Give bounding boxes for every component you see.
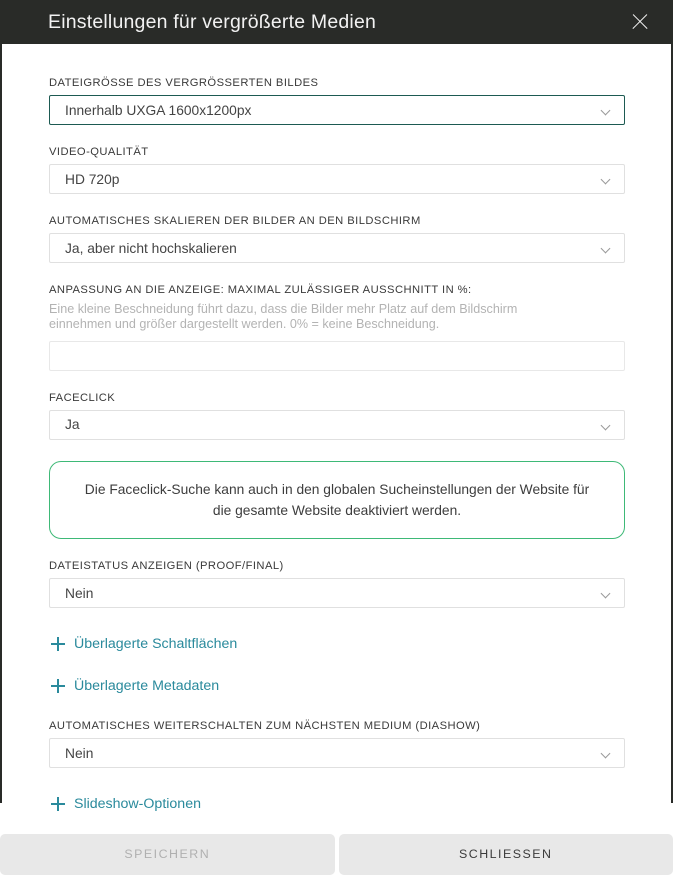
chevron-down-icon (602, 750, 610, 758)
chevron-down-icon (602, 422, 610, 430)
dialog-header (0, 0, 673, 44)
field-video-quality-label: VIDEO-QUALITÄT (49, 146, 624, 158)
page-title: Einstellungen für vergrößerte Medien (48, 11, 376, 34)
chevron-down-icon (602, 590, 610, 598)
expander-slideshow-options[interactable] (51, 796, 201, 812)
field-crop-help: Eine kleine Beschneidung führt dazu, dass die Bilder mehr Platz auf dem Bildschirm einnehmen und größer dargestellt werden. 0% = keine Beschneidung. (49, 302, 569, 333)
filestatus-select[interactable] (49, 578, 625, 608)
field-faceclick (49, 392, 624, 539)
chevron-down-icon (602, 176, 610, 184)
faceclick-select-value: Ja (50, 417, 80, 432)
expander-overlay-metadata-label: Überlagerte Metadaten (74, 678, 219, 694)
field-video-quality (49, 146, 624, 194)
autoadvance-select-value: Nein (50, 746, 93, 761)
field-crop-label: ANPASSUNG AN DIE ANZEIGE: MAXIMAL ZULÄSSIGER AUSSCHNITT IN %: (49, 284, 624, 296)
field-autoadvance (49, 720, 624, 768)
field-autoscale-label: AUTOMATISCHES SKALIEREN DER BILDER AN DEN BILDSCHIRM (49, 215, 624, 227)
close-button[interactable]: SCHLIESSEN (339, 834, 673, 875)
filesize-select-value: Innerhalb UXGA 1600x1200px (50, 103, 251, 118)
expander-slideshow-options-label: Slideshow-Optionen (74, 796, 201, 812)
save-button[interactable]: SPEICHERN (0, 834, 335, 875)
field-filesize-label: DATEIGRÖSSE DES VERGRÖSSERTEN BILDES (49, 77, 624, 89)
field-filesize (49, 77, 624, 125)
plus-icon (51, 637, 65, 651)
chevron-down-icon (602, 107, 610, 115)
video-quality-select-value: HD 720p (50, 172, 119, 187)
plus-icon (51, 679, 65, 693)
faceclick-notice: Die Faceclick-Suche kann auch in den globalen Sucheinstellungen der Website für die gesamte Website deaktiviert werden. (49, 461, 625, 539)
filesize-select[interactable] (49, 95, 625, 125)
expander-overlay-metadata[interactable] (51, 678, 219, 694)
video-quality-select[interactable] (49, 164, 625, 194)
spacer (49, 666, 624, 678)
autoscale-select[interactable] (49, 233, 625, 263)
field-filestatus (49, 560, 624, 608)
expander-overlay-buttons[interactable] (51, 636, 237, 652)
field-autoadvance-label: AUTOMATISCHES WEITERSCHALTEN ZUM NÄCHSTEN MEDIUM (DIASHOW) (49, 720, 624, 732)
field-filestatus-label: DATEISTATUS ANZEIGEN (PROOF/FINAL) (49, 560, 624, 572)
close-icon[interactable] (627, 9, 653, 35)
crop-input[interactable] (49, 341, 625, 371)
dialog-footer (0, 826, 673, 882)
spacer (49, 789, 624, 796)
chevron-down-icon (602, 245, 610, 253)
autoadvance-select[interactable] (49, 738, 625, 768)
faceclick-select[interactable] (49, 410, 625, 440)
autoscale-select-value: Ja, aber nicht hochskalieren (50, 241, 237, 256)
expander-overlay-buttons-label: Überlagerte Schaltflächen (74, 636, 237, 652)
filestatus-select-value: Nein (50, 586, 93, 601)
plus-icon (51, 797, 65, 811)
spacer (49, 708, 624, 720)
field-crop (49, 284, 624, 392)
dialog-body (2, 44, 671, 826)
field-faceclick-label: FACECLICK (49, 392, 624, 404)
field-autoscale (49, 215, 624, 263)
